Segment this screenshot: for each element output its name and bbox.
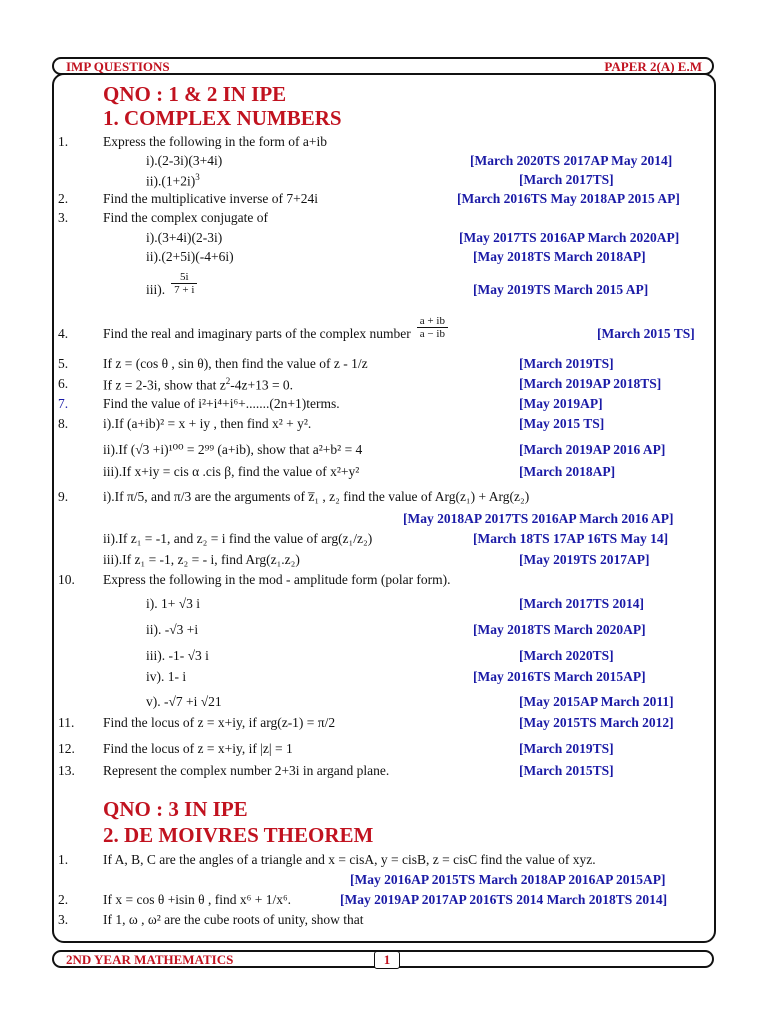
q-text: iii). -1- √3 i — [146, 648, 209, 663]
q-text: If x = cos θ +isin θ , find x⁶ + 1/x⁶. — [103, 892, 292, 907]
q-text: $ii).(1+2i)^3$ — [146, 172, 200, 189]
citation: [May 2018TS March 2020AP] — [473, 622, 646, 637]
citation: [May 2019TS 2017AP] — [519, 552, 650, 567]
section2-title: 2. DE MOIVRES THEOREM — [103, 823, 374, 847]
citation: [May 2018TS March 2018AP] — [473, 249, 646, 264]
citation: [March 2019AP 2016 AP] — [519, 442, 666, 457]
section1-qno: QNO : 1 & 2 IN IPE — [103, 82, 287, 106]
citation: [May 2018AP 2017TS 2016AP March 2016 AP] — [403, 511, 674, 526]
q-number: 3. — [58, 210, 69, 225]
page-number: 1 — [374, 951, 400, 969]
q12-row — [0, 741, 768, 759]
citation: [May 2015 TS] — [519, 416, 605, 431]
q6-row — [0, 376, 768, 394]
q-text: Find the value of i²+i⁴+i⁶+.......(2n+1)terms. — [103, 396, 340, 411]
citation: [May 2015TS March 2012] — [519, 715, 674, 730]
citation: [March 2016TS May 2018AP 2015 AP] — [457, 191, 680, 206]
q-number: 10. — [58, 572, 75, 587]
q-number: 8. — [58, 416, 69, 431]
q2-row — [0, 191, 768, 209]
q11-row — [0, 715, 768, 733]
q-text: If 1, ω , ω² are the cube roots of unity, show that — [103, 912, 364, 927]
q10e-row — [0, 694, 768, 712]
citation: [May 2015AP March 2011] — [519, 694, 674, 709]
citation: [March 2017TS] — [519, 172, 614, 187]
q-text: iii). $\frac{5i}{7 + i}$ — [146, 282, 197, 298]
citation: [May 2019AP] — [519, 396, 603, 411]
q-text: i).If π/5, and π/3 are the arguments of z̅₁ , z₂ find the value of Arg(z₁) + Arg(z₂) — [103, 489, 530, 504]
q10c-row — [0, 648, 768, 666]
q10a-row — [0, 596, 768, 614]
q-text: Represent the complex number 2+3i in argand plane. — [103, 763, 390, 778]
q-text: Find the multiplicative inverse of 7+24i — [103, 191, 318, 206]
q-text: ii).If z₁ = -1, and z₂ = i find the value of arg(z₁/z₂) — [103, 531, 373, 546]
q-text: If A, B, C are the angles of a triangle and x = cisA, y = cisB, z = cisC find the value of xyz. — [103, 852, 596, 867]
q-number: 2. — [58, 892, 69, 907]
q-number: 3. — [58, 912, 69, 927]
q-number: 9. — [58, 489, 69, 504]
q-number: 2. — [58, 191, 69, 206]
q3c-row — [0, 271, 768, 304]
q-number: 6. — [58, 376, 69, 391]
q-text: If z = 2-3i, show that $z^2-4z+13 = 0$. — [103, 376, 294, 393]
q5-row — [0, 356, 768, 374]
q-number: 7. — [58, 396, 69, 411]
q10b-row — [0, 622, 768, 640]
q1-row — [0, 134, 768, 152]
q-text: If z = (cos θ , sin θ), then find the value of z - 1/z — [103, 356, 368, 371]
q-text: Find the complex conjugate of — [103, 210, 268, 225]
citation: [March 2015TS] — [519, 763, 614, 778]
citation: [May 2019TS March 2015 AP] — [473, 282, 649, 297]
q-text: ii). -√3 +i — [146, 622, 199, 637]
q9b-row — [0, 531, 768, 549]
d1-row — [0, 852, 768, 870]
citation: [March 2020TS 2017AP May 2014] — [470, 153, 673, 168]
q1a-row — [0, 153, 768, 171]
q8a-row — [0, 416, 768, 434]
q-text: Express the following in the form of a+ib — [103, 134, 327, 149]
q-number: 13. — [58, 763, 75, 778]
section2-qno: QNO : 3 IN IPE — [103, 797, 248, 821]
q-text: i).If (a+ib)² = x + iy , then find x² + y². — [103, 416, 312, 431]
d3-row — [0, 912, 768, 930]
citation: [May 2019AP 2017AP 2016TS 2014 March 2018TS 2014] — [340, 892, 668, 907]
footer-bar — [52, 950, 714, 968]
q-text: i).(3+4i)(2-3i) — [146, 230, 223, 245]
q-text: iv). 1- i — [146, 669, 187, 684]
q10d-row — [0, 669, 768, 687]
q3a-row — [0, 230, 768, 248]
citation: [March 2018AP] — [519, 464, 616, 479]
d1-citation-row — [0, 872, 768, 890]
citation: [March 2020TS] — [519, 648, 614, 663]
q8b-row — [0, 442, 768, 460]
citation: [March 2017TS 2014] — [519, 596, 644, 611]
citation: [March 18TS 17AP 16TS May 14] — [473, 531, 669, 546]
q1b-row — [0, 172, 768, 190]
citation: [March 2019TS] — [519, 356, 614, 371]
q3b-row — [0, 249, 768, 267]
q9a-row — [0, 489, 768, 507]
section1-title: 1. COMPLEX NUMBERS — [103, 106, 342, 130]
q-text: ii).If (√3 +i)¹⁰⁰ = 2⁹⁹ (a+ib), show that a²+b² = 4 — [103, 442, 363, 457]
q-text: i).(2-3i)(3+4i) — [146, 153, 223, 168]
q-text: Find the real and imaginary parts of the complex number $\frac{a + ib}{a - ib}$ — [103, 326, 448, 342]
q9c-row — [0, 552, 768, 570]
q-text: v). -√7 +i √21 — [146, 694, 222, 709]
q-number: 12. — [58, 741, 75, 756]
q10-row — [0, 572, 768, 590]
q-number: 11. — [58, 715, 75, 730]
q-number: 5. — [58, 356, 69, 371]
q-text: Find the locus of z = x+iy, if |z| = 1 — [103, 741, 293, 756]
q13-row — [0, 763, 768, 781]
citation: [March 2019TS] — [519, 741, 614, 756]
header-right: PAPER 2(A) E.M — [604, 59, 702, 74]
citation: [March 2019AP 2018TS] — [519, 376, 662, 391]
q3-row — [0, 210, 768, 228]
header-left: IMP QUESTIONS — [66, 59, 170, 74]
q-number: 4. — [58, 326, 69, 341]
citation: [May 2016AP 2015TS March 2018AP 2016AP 2015AP] — [350, 872, 666, 887]
q-text: Express the following in the mod - amplitude form (polar form). — [103, 572, 451, 587]
footer-left: 2ND YEAR MATHEMATICS — [66, 952, 234, 967]
q9a-citation-row — [0, 511, 768, 529]
q8c-row — [0, 464, 768, 482]
citation: [March 2015 TS] — [597, 326, 695, 341]
q-text: iii).If z₁ = -1, z₂ = - i, find Arg(z₁.z₂) — [103, 552, 300, 567]
q-number: 1. — [58, 134, 69, 149]
citation: [May 2017TS 2016AP March 2020AP] — [459, 230, 680, 245]
q-text: Find the locus of z = x+iy, if arg(z-1) = π/2 — [103, 715, 336, 730]
q-text: iii).If x+iy = cis α .cis β, find the value of x²+y² — [103, 464, 360, 479]
q-text: i). 1+ √3 i — [146, 596, 201, 611]
citation: [May 2016TS March 2015AP] — [473, 669, 646, 684]
q4-row — [0, 315, 768, 350]
d2-row — [0, 892, 768, 910]
q-number: 1. — [58, 852, 69, 867]
q-text: ii).(2+5i)(-4+6i) — [146, 249, 234, 264]
q7-row — [0, 396, 768, 414]
